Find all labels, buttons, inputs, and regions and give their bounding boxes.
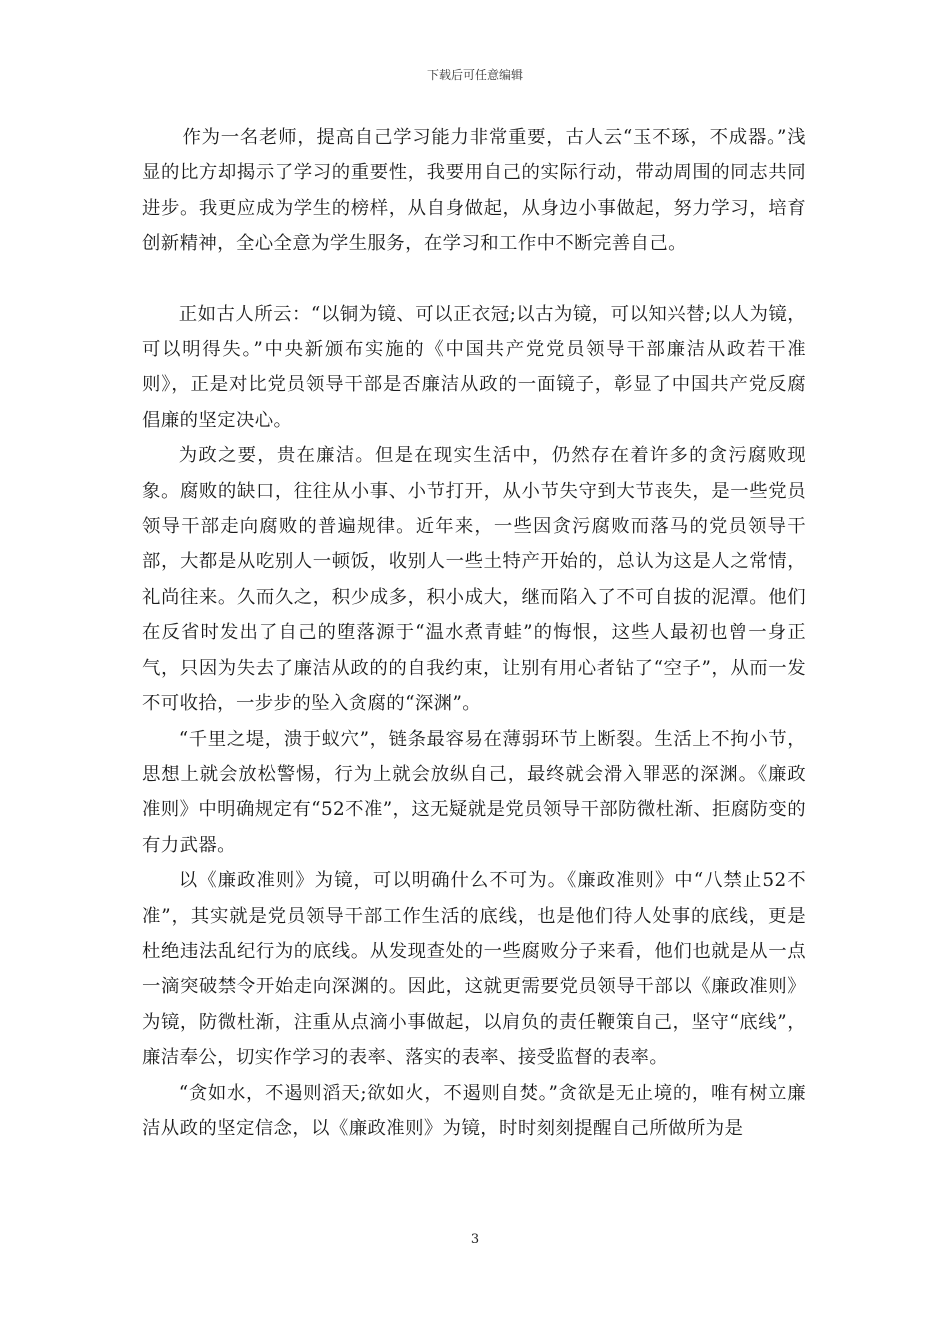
paragraph-dike-ants: “千里之堤，溃于蚁穴”，链条最容易在薄弱环节上断裂。生活上不拘小节，思想上就会放松警惕，行为上就会放纵自己，最终就会滑入罪恶的深渊。《廉政准则》中明确规定有“52不准”，这无疑就是党员领导干部防微杜渐、拒腐防变的有力武器。 xyxy=(142,728,806,856)
paragraph-teacher-learning: 作为一名老师，提高自己学习能力非常重要，古人云“玉不琢，不成器。”浅显的比方却揭示了学习的重要性，我要用自己的实际行动，带动周围的同志共同进步。我更应成为学生的榜样，从自身做起，从身边小事做起，努力学习，培育创新精神，全心全意为学生服务，在学习和工作中不断完善自己。 xyxy=(142,127,806,255)
paragraph-bottom-line: 以《廉政准则》为镜，可以明确什么不可为。《廉政准则》中“八禁止52不准”，其实就是党员领导干部工作生活的底线，也是他们待人处事的底线，更是杜绝违法乱纪行为的底线。从发现查处的一些腐败分子来看，他们也就是从一点一滴突破禁令开始走向深渊的。因此，这就更需要党员领导干部以《廉政准则》为镜，防微杜渐，注重从点滴小事做起，以肩负的责任鞭策自己，坚守“底线”，廉洁奉公，切实作学习的表率、落实的表率、接受监督的表率。 xyxy=(142,870,806,1069)
paragraph-mirror-quote: 正如古人所云：“以铜为镜、可以正衣冠;以古为镜，可以知兴替;以人为镜，可以明得失。”中央新颁布实施的《中国共产党党员领导干部廉洁从政若干准则》，正是对比党员领导干部是否廉洁从政的一面镜子，彰显了中国共产党反腐倡廉的坚定决心。 xyxy=(142,303,806,431)
page-header: 下载后可任意编辑 xyxy=(426,68,523,82)
paragraph-integrity: 为政之要，贵在廉洁。但是在现实生活中，仍然存在着许多的贪污腐败现象。腐败的缺口，往往从小事、小节打开，从小节失守到大节丧失，是一些党员领导干部走向腐败的普遍规律。近年来，一些因贪污腐败而落马的党员领导干部，大都是从吃别人一顿饭，收别人一些土特产开始的，总认为这是人之常情，礼尚往来。久而久之，积少成多，积小成大，继而陷入了不可自拔的泥潭。他们在反省时发出了自己的堕落源于“温水煮青蛙”的悔恨，这些人最初也曾一身正气，只因为失去了廉洁从政的的自我约束，让别有用心者钻了“空子”，从而一发不可收拾，一步步的坠入贪腐的“深渊”。 xyxy=(142,445,806,715)
document-body xyxy=(142,120,806,1146)
paragraph-greed: “贪如水，不遏则滔天;欲如火，不遏则自焚。”贪欲是无止境的，唯有树立廉洁从政的坚定信念，以《廉政准则》为镜，时时刻刻提醒自己所做所为是 xyxy=(142,1082,806,1139)
page-number: 3 xyxy=(470,1232,480,1247)
